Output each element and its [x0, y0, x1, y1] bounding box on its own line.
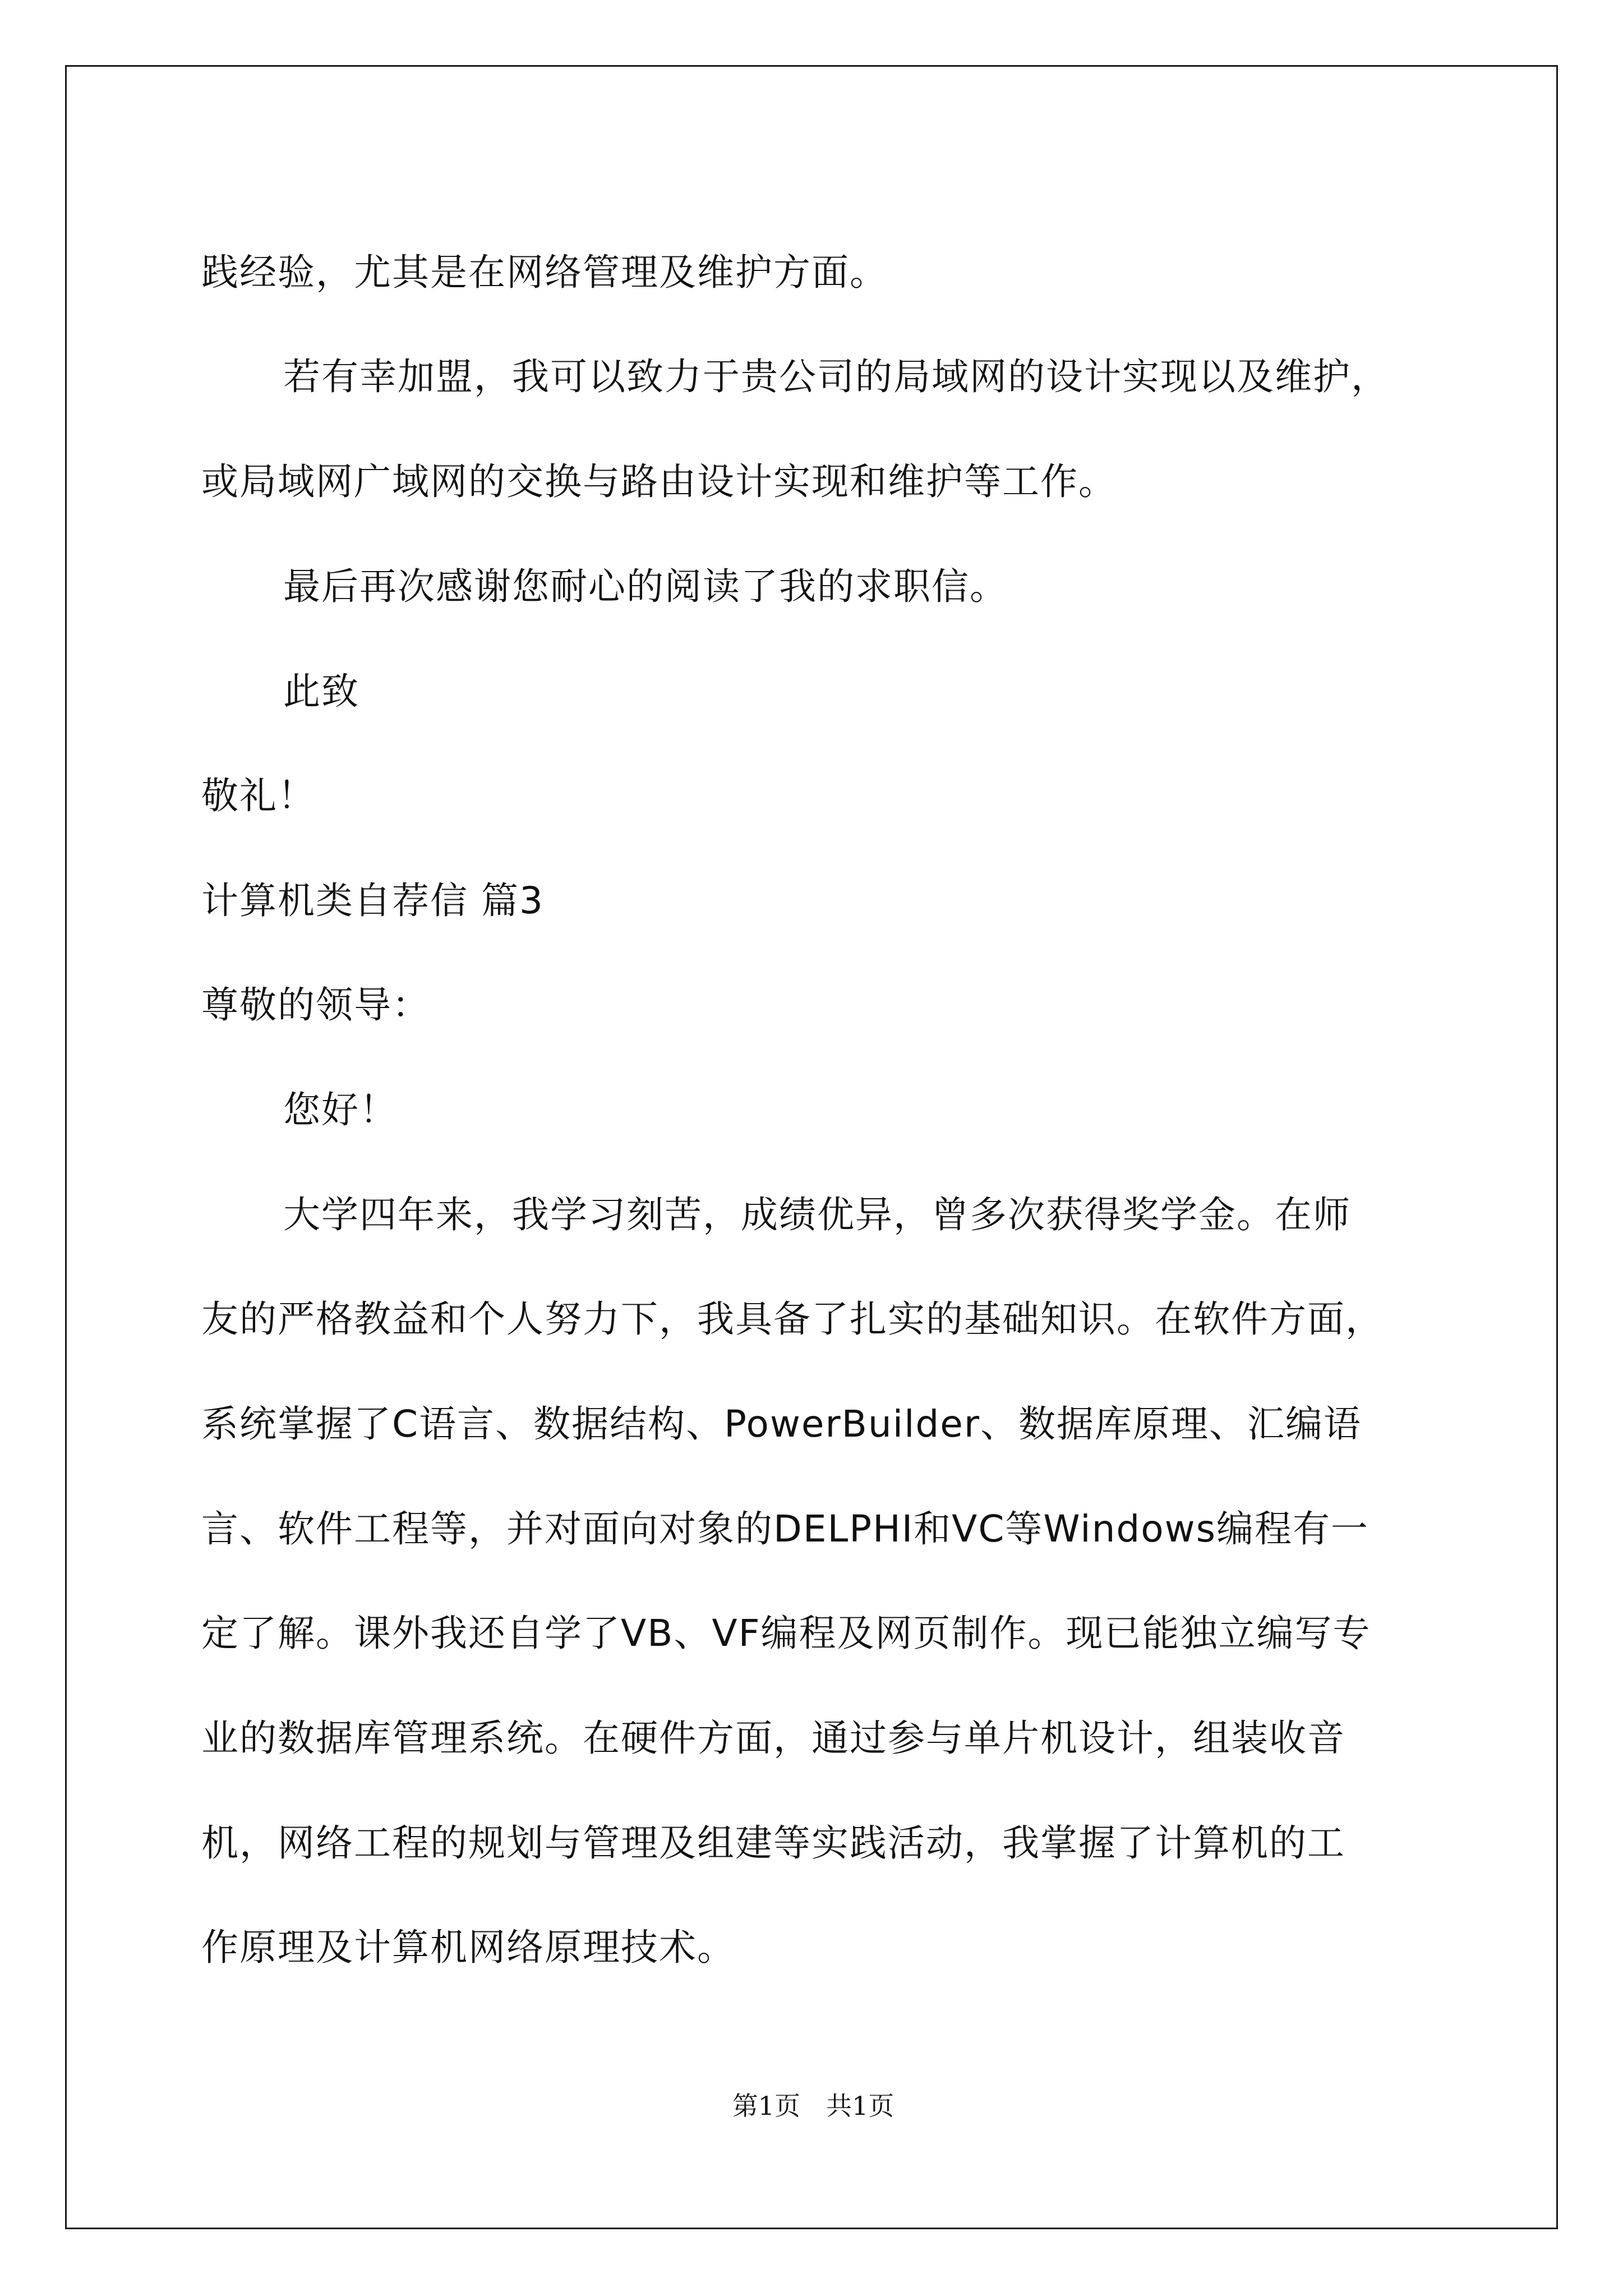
page-frame: [65, 65, 1558, 2229]
text-line-12: 系统掌握了C语言、数据结构、PowerBuilder、数据库原理、汇编语: [201, 1402, 1362, 1446]
text-line-6: 敬礼！: [201, 774, 316, 817]
text-line-16: 机，网络工程的规划与管理及组建等实践活动，我掌握了计算机的工: [201, 1821, 1345, 1865]
text-line-15: 业的数据库管理系统。在硬件方面，通过参与单片机设计，组装收音: [201, 1717, 1345, 1760]
text-line-4: 最后再次感谢您耐心的阅读了我的求职信。: [283, 565, 1008, 608]
text-line-5: 此致: [283, 670, 359, 713]
salutation: 尊敬的领导：: [201, 983, 430, 1027]
section-heading: 计算机类自荐信 篇3: [201, 879, 544, 922]
text-line-10: 大学四年来，我学习刻苦，成绩优异，曾多次获得奖学金。在师: [283, 1193, 1351, 1236]
text-line-17: 作原理及计算机网络原理技术。: [201, 1926, 735, 1969]
text-line-3: 或局域网广域网的交换与路由设计实现和维护等工作。: [201, 460, 1117, 503]
greeting: 您好！: [283, 1088, 398, 1131]
page-footer: 第1页 共1页: [732, 2091, 895, 2121]
text-line-11: 友的严格教益和个人努力下，我具备了扎实的基础知识。在软件方面，: [201, 1297, 1384, 1341]
text-line-2: 若有幸加盟，我可以致力于贵公司的局域网的设计实现以及维护，: [283, 355, 1389, 398]
text-line-13: 言、软件工程等，并对面向对象的DELPHI和VC等Windows编程有一: [201, 1507, 1370, 1550]
text-line-14: 定了解。课外我还自学了VB、VF编程及网页制作。现已能独立编写专: [201, 1612, 1371, 1655]
text-line-1: 践经验，尤其是在网络管理及维护方面。: [201, 251, 888, 294]
